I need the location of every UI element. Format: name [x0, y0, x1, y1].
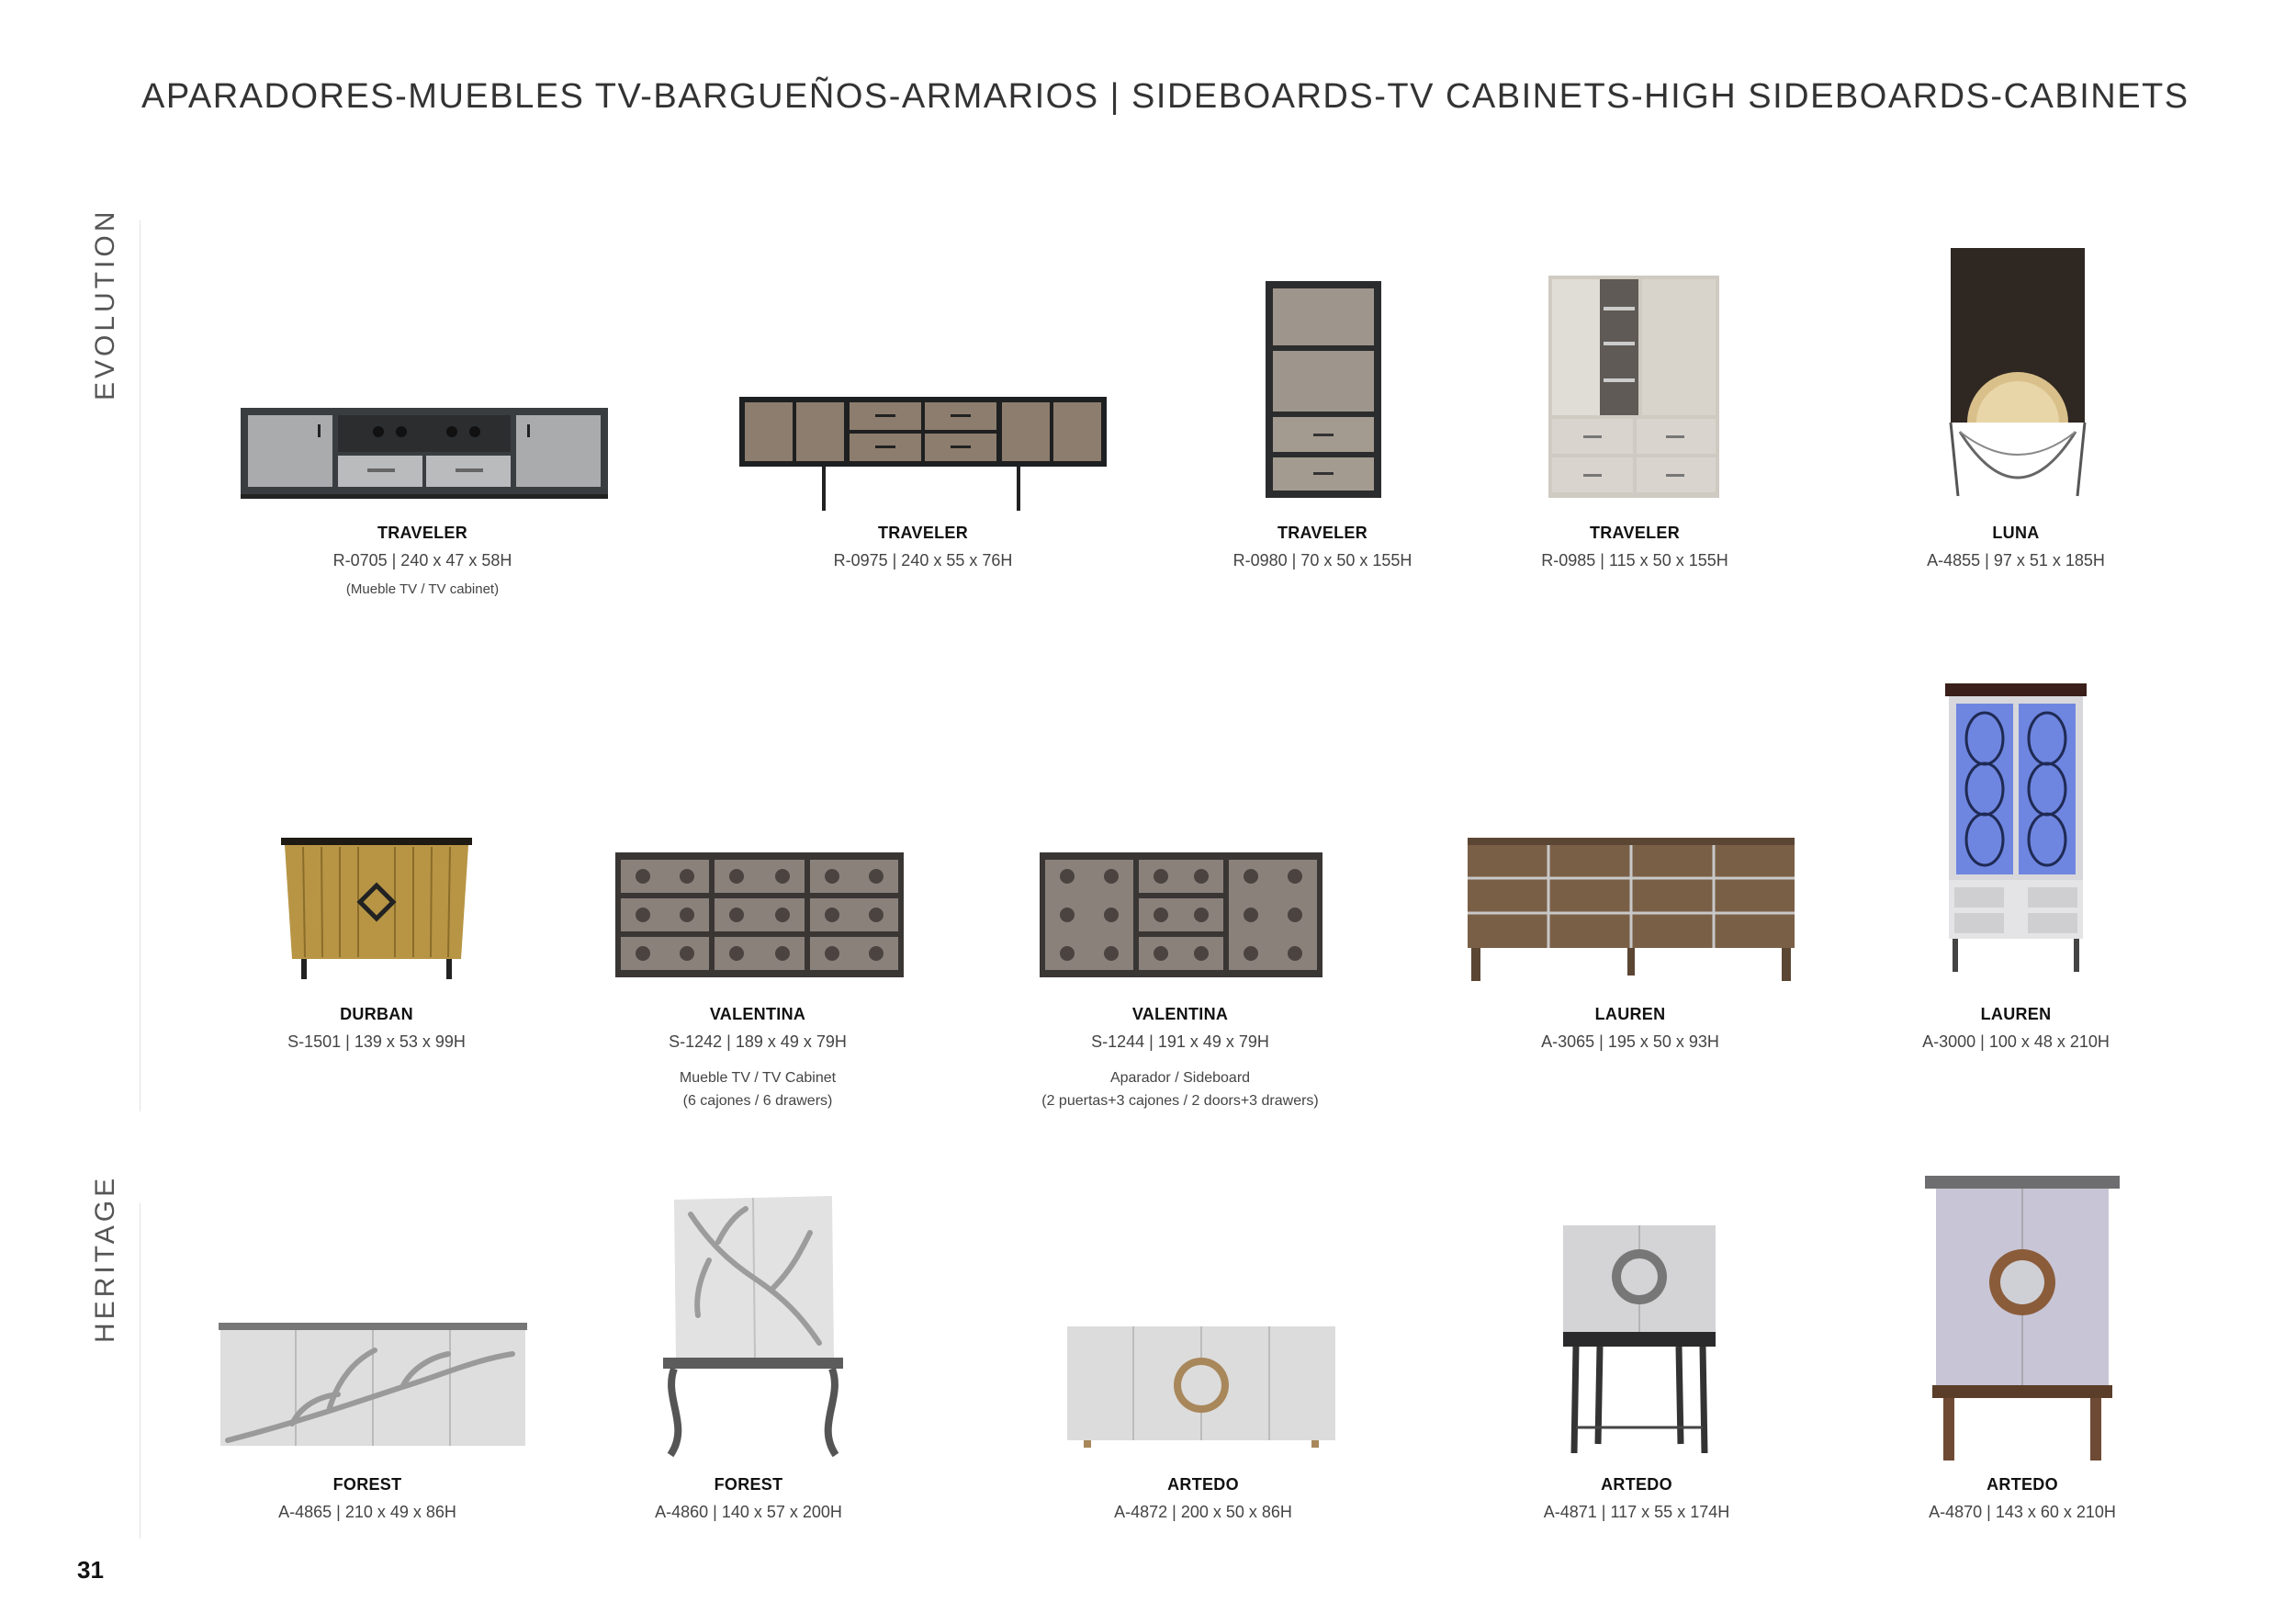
product-name: FOREST	[714, 1475, 783, 1494]
product-image	[1067, 1326, 1335, 1449]
product-image	[1548, 276, 1719, 498]
product-image	[615, 852, 904, 977]
product-note: Aparador / Sideboard	[1109, 1070, 1251, 1086]
product-note: Mueble TV / TV Cabinet	[679, 1070, 837, 1086]
section-divider-heritage	[140, 1203, 141, 1539]
product-note: (Mueble TV / TV cabinet)	[345, 581, 500, 597]
product-name: VALENTINA	[709, 1005, 806, 1023]
product-image	[654, 1196, 847, 1460]
product-reference: S-1242 | 189 x 49 x 79H	[669, 1032, 847, 1051]
product-reference: S-1501 | 139 x 53 x 99H	[287, 1032, 466, 1051]
section-divider-evolution	[140, 220, 141, 1111]
product-image	[1945, 683, 2087, 977]
product-reference: R-0975 | 240 x 55 x 76H	[833, 551, 1013, 570]
product-image	[219, 1323, 527, 1451]
product-name: FOREST	[332, 1475, 402, 1494]
product-name: LAUREN	[1594, 1005, 1666, 1023]
product-name: ARTEDO	[1986, 1475, 2058, 1494]
page-number: 31	[77, 1556, 104, 1584]
product-name: ARTEDO	[1167, 1475, 1239, 1494]
product-image	[1468, 838, 1795, 985]
product-reference: R-0705 | 240 x 47 x 58H	[332, 551, 512, 570]
product-image	[1563, 1225, 1716, 1457]
product-name: LAUREN	[1980, 1005, 2052, 1023]
product-reference: A-3065 | 195 x 50 x 93H	[1541, 1032, 1719, 1051]
section-label-evolution: EVOLUTION	[90, 208, 120, 400]
section-label-heritage: HERITAGE	[90, 1174, 120, 1343]
product-note-detail: (6 cajones / 6 drawers)	[682, 1093, 833, 1109]
product-reference: S-1244 | 191 x 49 x 79H	[1091, 1032, 1269, 1051]
product-reference: A-4865 | 210 x 49 x 86H	[278, 1503, 456, 1521]
product-name: TRAVELER	[377, 524, 468, 542]
product-image	[241, 404, 608, 501]
page-title: APARADORES-MUEBLES TV-BARGUEÑOS-ARMARIOS | SIDEBOARDS-TV CABINETS-HIGH SIDEBOARDS-CABINETS	[141, 77, 2189, 116]
product-reference: A-4870 | 143 x 60 x 210H	[1929, 1503, 2116, 1521]
product-name: TRAVELER	[877, 524, 969, 542]
product-name: DURBAN	[340, 1005, 413, 1023]
product-image	[1040, 852, 1322, 977]
product-name: LUNA	[1992, 524, 2040, 542]
product-reference: A-4855 | 97 x 51 x 185H	[1927, 551, 2105, 570]
product-reference: A-3000 | 100 x 48 x 210H	[1922, 1032, 2110, 1051]
product-image	[1266, 281, 1381, 498]
product-reference: A-4871 | 117 x 55 x 174H	[1543, 1503, 1730, 1521]
product-name: TRAVELER	[1277, 524, 1368, 542]
product-reference: R-0985 | 115 x 50 x 155H	[1541, 551, 1728, 570]
product-reference: A-4860 | 140 x 57 x 200H	[655, 1503, 842, 1521]
product-image	[739, 397, 1107, 513]
product-image	[281, 838, 472, 985]
product-image	[1925, 1176, 2120, 1464]
product-name: ARTEDO	[1601, 1475, 1672, 1494]
product-name: VALENTINA	[1131, 1005, 1229, 1023]
product-name: TRAVELER	[1589, 524, 1681, 542]
product-image	[1949, 248, 2087, 502]
product-note-detail: (2 puertas+3 cajones / 2 doors+3 drawers)	[1041, 1093, 1319, 1109]
product-reference: R-0980 | 70 x 50 x 155H	[1232, 551, 1412, 570]
product-reference: A-4872 | 200 x 50 x 86H	[1114, 1503, 1292, 1521]
